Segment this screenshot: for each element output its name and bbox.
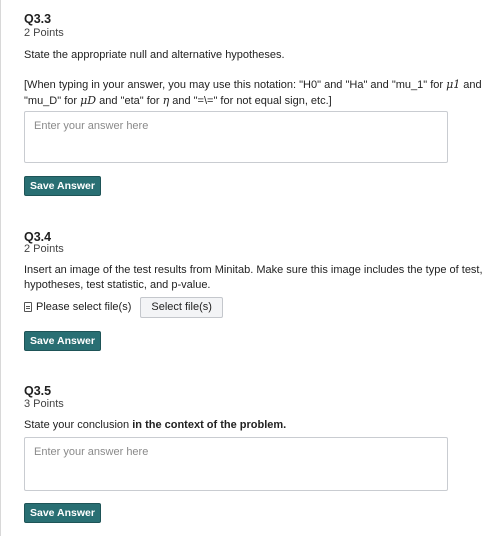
q33-save-button[interactable]: Save Answer [24, 176, 101, 196]
q33-note-text-5: and "=\=" for not equal sign, etc.] [169, 95, 332, 107]
q34-save-button[interactable]: Save Answer [24, 331, 101, 351]
q33-prompt: State the appropriate null and alternative hypotheses. [24, 49, 285, 61]
q35-prompt [24, 418, 286, 433]
q33-points: 2 Points [24, 27, 64, 39]
q33-note-mu1: μ1 [446, 78, 461, 91]
q35-title: Q3.5 [24, 384, 52, 398]
q34-prompt-line-2: hypotheses, test statistic, and p-value. [24, 279, 211, 291]
q33-note-muD: μD [80, 94, 97, 107]
q35-save-button[interactable]: Save Answer [24, 503, 101, 523]
q34-prompt-line-1: Insert an image of the test results from Minitab. Make sure this image includes the type of test, [24, 264, 483, 276]
q33-notation-note [24, 77, 482, 109]
q33-note-eta: η [162, 94, 170, 107]
q35-prompt-emphasis: in the context of the problem. [132, 419, 287, 431]
q33-note-text-1: [When typing in your answer, you may use this notation: "H0" and "Ha" and "mu_1" for [24, 79, 447, 91]
q35-prompt-text: State your conclusion [24, 419, 133, 431]
q33-answer-placeholder: Enter your answer here [34, 120, 149, 132]
q35-answer-input[interactable] [24, 437, 448, 491]
q35-answer-placeholder: Enter your answer here [34, 446, 149, 458]
q34-title: Q3.4 [24, 230, 52, 244]
q33-title: Q3.3 [24, 12, 52, 26]
file-icon [24, 302, 32, 312]
q34-points: 2 Points [24, 243, 64, 255]
q33-note-text-4: and "eta" for [96, 95, 163, 107]
q33-note-text-2: and [460, 79, 482, 91]
q33-note-text-3: "mu_D" for [24, 95, 81, 107]
q33-answer-input[interactable] [24, 111, 448, 163]
q35-points: 3 Points [24, 398, 64, 410]
q34-select-files-button[interactable]: Select file(s) [140, 297, 223, 318]
q34-file-label: Please select file(s) [36, 301, 132, 313]
q34-file-upload [24, 296, 223, 318]
q34-prompt [24, 263, 483, 293]
